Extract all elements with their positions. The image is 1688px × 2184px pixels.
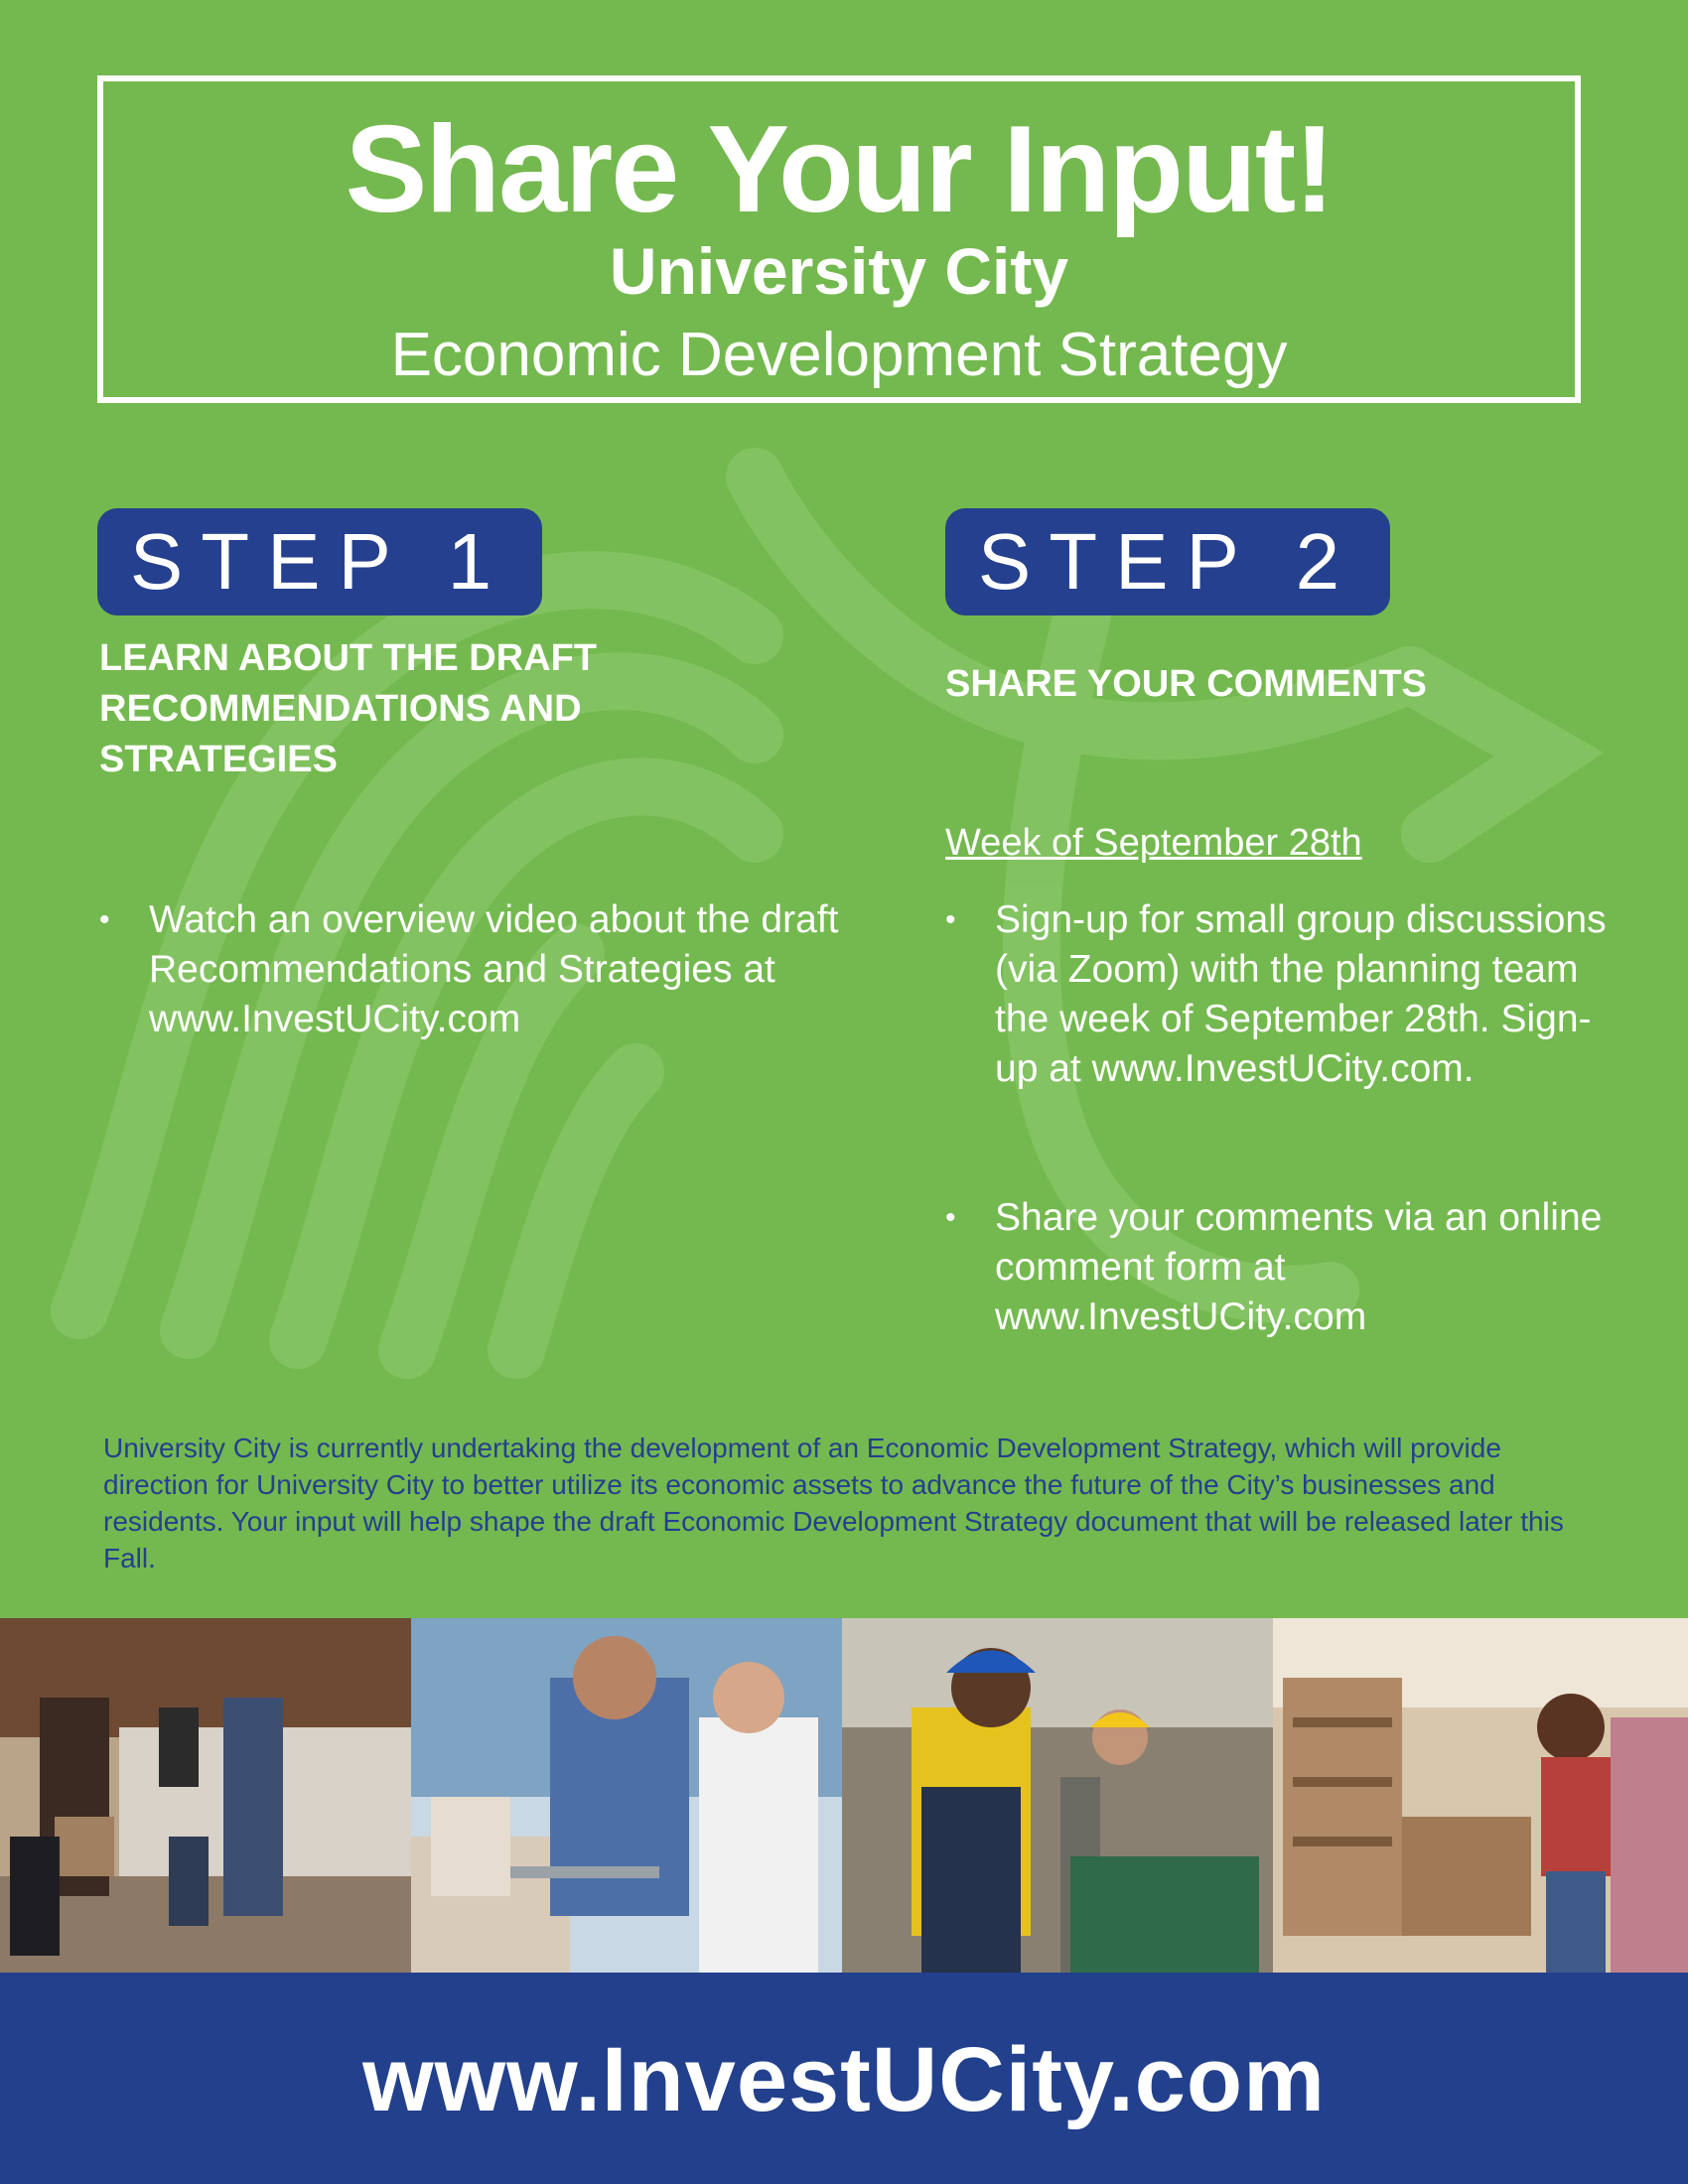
title-city: University City — [609, 234, 1069, 308]
step1-heading: LEARN ABOUT THE DRAFT RECOMMENDATIONS AND STRATEGIES — [99, 637, 597, 780]
photo-hotel-lobby — [0, 1618, 411, 1973]
footer-website-link[interactable]: www.InvestUCity.com — [362, 2029, 1326, 2130]
step1-bullet-item — [99, 895, 844, 1044]
title-box — [97, 75, 1581, 403]
photo-strip — [0, 1618, 1688, 1973]
step2-bullet-text: Sign-up for small group discussions (via Zoom) with the planning team the week of September 28th. Sign-up at www.InvestUCity.com. — [995, 898, 1607, 1090]
bullet-icon: • — [99, 903, 110, 936]
bullet-icon: • — [945, 1201, 956, 1234]
photo-caregiver — [411, 1618, 842, 1973]
step2-heading: SHARE YOUR COMMENTS — [945, 663, 1427, 705]
bullet-icon: • — [945, 903, 956, 936]
step2-bullet-text: Share your comments via an online comment form at www.InvestUCity.com — [995, 1196, 1603, 1338]
photo-industrial-workers — [842, 1618, 1273, 1973]
photo-retail-shop — [1273, 1618, 1688, 1973]
title-strategy: Economic Development Strategy — [390, 321, 1288, 389]
step2-badge: STEP 2 — [945, 508, 1390, 615]
description-paragraph: University City is currently undertaking the development of an Economic Development Strategy, which will provide direction for University City to better utilize its economic assets to advance the future of the City’s businesses and residents. Your input will help shape the draft Economic Development Strategy document that will be released later this Fall. — [103, 1433, 1564, 1573]
step2-bullet-item — [945, 895, 1630, 1094]
step1-badge: STEP 1 — [97, 508, 542, 615]
step2-week-label: Week of September 28th — [945, 822, 1362, 864]
footer-bar — [0, 1973, 1688, 2184]
step1-bullet-text: Watch an overview video about the draft Recommendations and Strategies at www.InvestUCity.com — [149, 898, 839, 1040]
page-title: Share Your Input! — [345, 101, 1334, 238]
step2-bullet-item — [945, 1193, 1611, 1342]
